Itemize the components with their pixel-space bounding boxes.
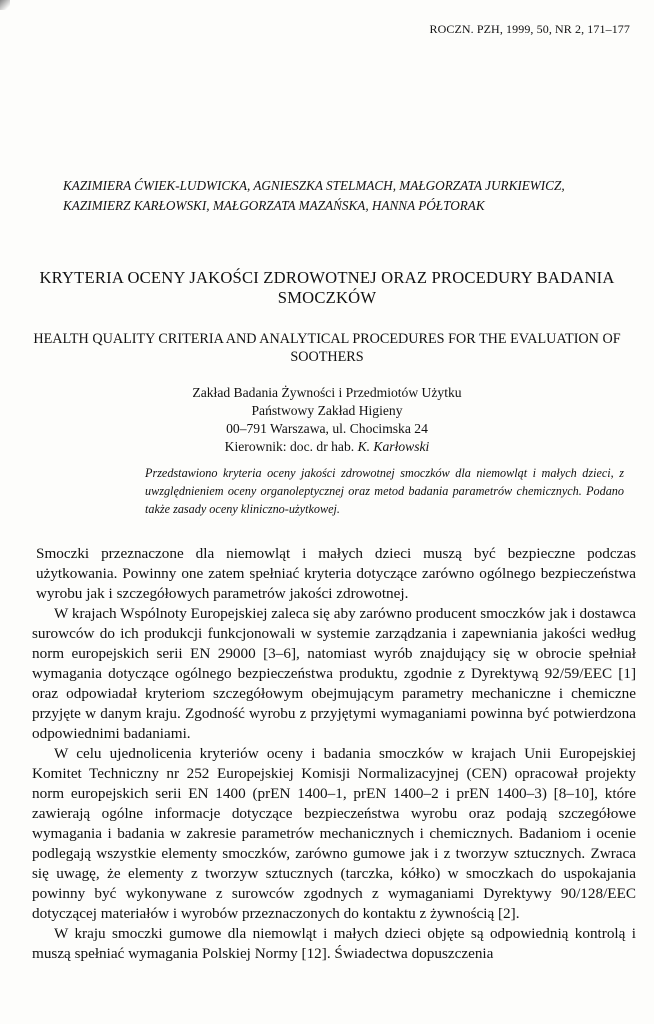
affiliation-block bbox=[20, 384, 634, 456]
body-paragraph: W krajach Wspólnoty Europejskiej zaleca się aby zarówno producent smoczków jak i dostawca surowców do ich produkcji funkcjonowali w systemie zarządzania i zapewniania jakości według norm europejskich serii EN 29000 [3–6], natomiast wyrób znajdujący się w obrocie spełniał wymagania dotyczące ogólnego bezpieczeństwa produktu, zgodnie z Dyrektywą 92/59/EEC [1] oraz odpowiadał kryteriom szczegółowym obejmującym parametry mechaniczne i chemiczne przyjęte w danym kraju. Zgodność wyrobu z przyjętymi wymaganiami powinna być potwierdzona odpowiednimi badaniami. bbox=[32, 605, 636, 742]
body-paragraph: Smoczki przeznaczone dla niemowląt i małych dzieci muszą być bezpieczne podczas użytkowania. Powinny one zatem spełniać kryteria dotyczące zarówno ogólnego bezpieczeństwa wyrobu jak i szczegółowych parametrów jakości zdrowotnej. bbox=[36, 545, 636, 602]
body-paragraph: W celu ujednolicenia kryteriów oceny i badania smoczków w krajach Unii Europejskiej Komitet Techniczny nr 252 Europejskiej Komisji Normalizacyjnej (CEN) opracował projekty norm europejskich serii EN 1400 (prEN 1400–1, prEN 1400–2 i prEN 1400–3) [8–10], które zawierają ogólne informacje dotyczące bezpieczeństwa wyrobu oraz podają szczegółowe wymagania i badania w zakresie parametrów mechanicznych i chemicznych. Badaniom i ocenie podlegają wszystkie elementy smoczków, zarówno gumowe jak i z tworzyw sztucznych. Zwraca się uwagę, że elementy z tworzyw sztucznych (tarczka, kółko) w smoczkach do uspokajania powinny być wykonywane z surowców zgodnych z wymaganiami Dyrektywy 90/128/EEC dotyczącej materiałów i wyrobów przeznaczonych do kontaktu z żywnością [2]. bbox=[32, 745, 636, 922]
body-text bbox=[32, 544, 636, 964]
author-list: KAZIMIERA ĆWIEK-LUDWICKA, AGNIESZKA STELMACH, MAŁGORZATA JURKIEWICZ, KAZIMIERZ KARŁOWSKI, MAŁGORZATA MAZAŃSKA, HANNA PÓŁTORAK bbox=[63, 178, 565, 213]
affiliation-head-prefix: Kierownik: doc. dr hab. bbox=[224, 439, 358, 454]
abstract: Przedstawiono kryteria oceny jakości zdrowotnej smoczków dla niemowląt i małych dzieci, z uwzględnieniem oceny organoleptycznej oraz metod badania parametrów chemicznych. Podano także zasady oceny kliniczno-użytkowej. bbox=[145, 466, 624, 516]
body-paragraph: W kraju smoczki gumowe dla niemowląt i małych dzieci objęte są odpowiednią kontrolą i muszą spełniać wymagania Polskiej Normy [12]. Świadectwa dopuszczenia bbox=[32, 925, 636, 962]
running-head: ROCZN. PZH, 1999, 50, NR 2, 171–177 bbox=[429, 22, 630, 36]
affiliation-address: 00–791 Warszawa, ul. Chocimska 24 bbox=[226, 421, 428, 436]
affiliation-institution: Państwowy Zakład Higieny bbox=[251, 403, 403, 418]
article-title-english: HEALTH QUALITY CRITERIA AND ANALYTICAL PROCEDURES FOR THE EVALUATION OF SOOTHERS bbox=[33, 331, 621, 365]
scan-corner-shadow bbox=[0, 0, 10, 10]
affiliation-head bbox=[20, 438, 634, 456]
affiliation-department: Zakład Badania Żywności i Przedmiotów Użytku bbox=[192, 385, 462, 400]
affiliation-head-name: K. Karłowski bbox=[357, 439, 430, 454]
article-title-polish: KRYTERIA OCENY JAKOŚCI ZDROWOTNEJ ORAZ PROCEDURY BADANIA SMOCZKÓW bbox=[39, 268, 615, 307]
